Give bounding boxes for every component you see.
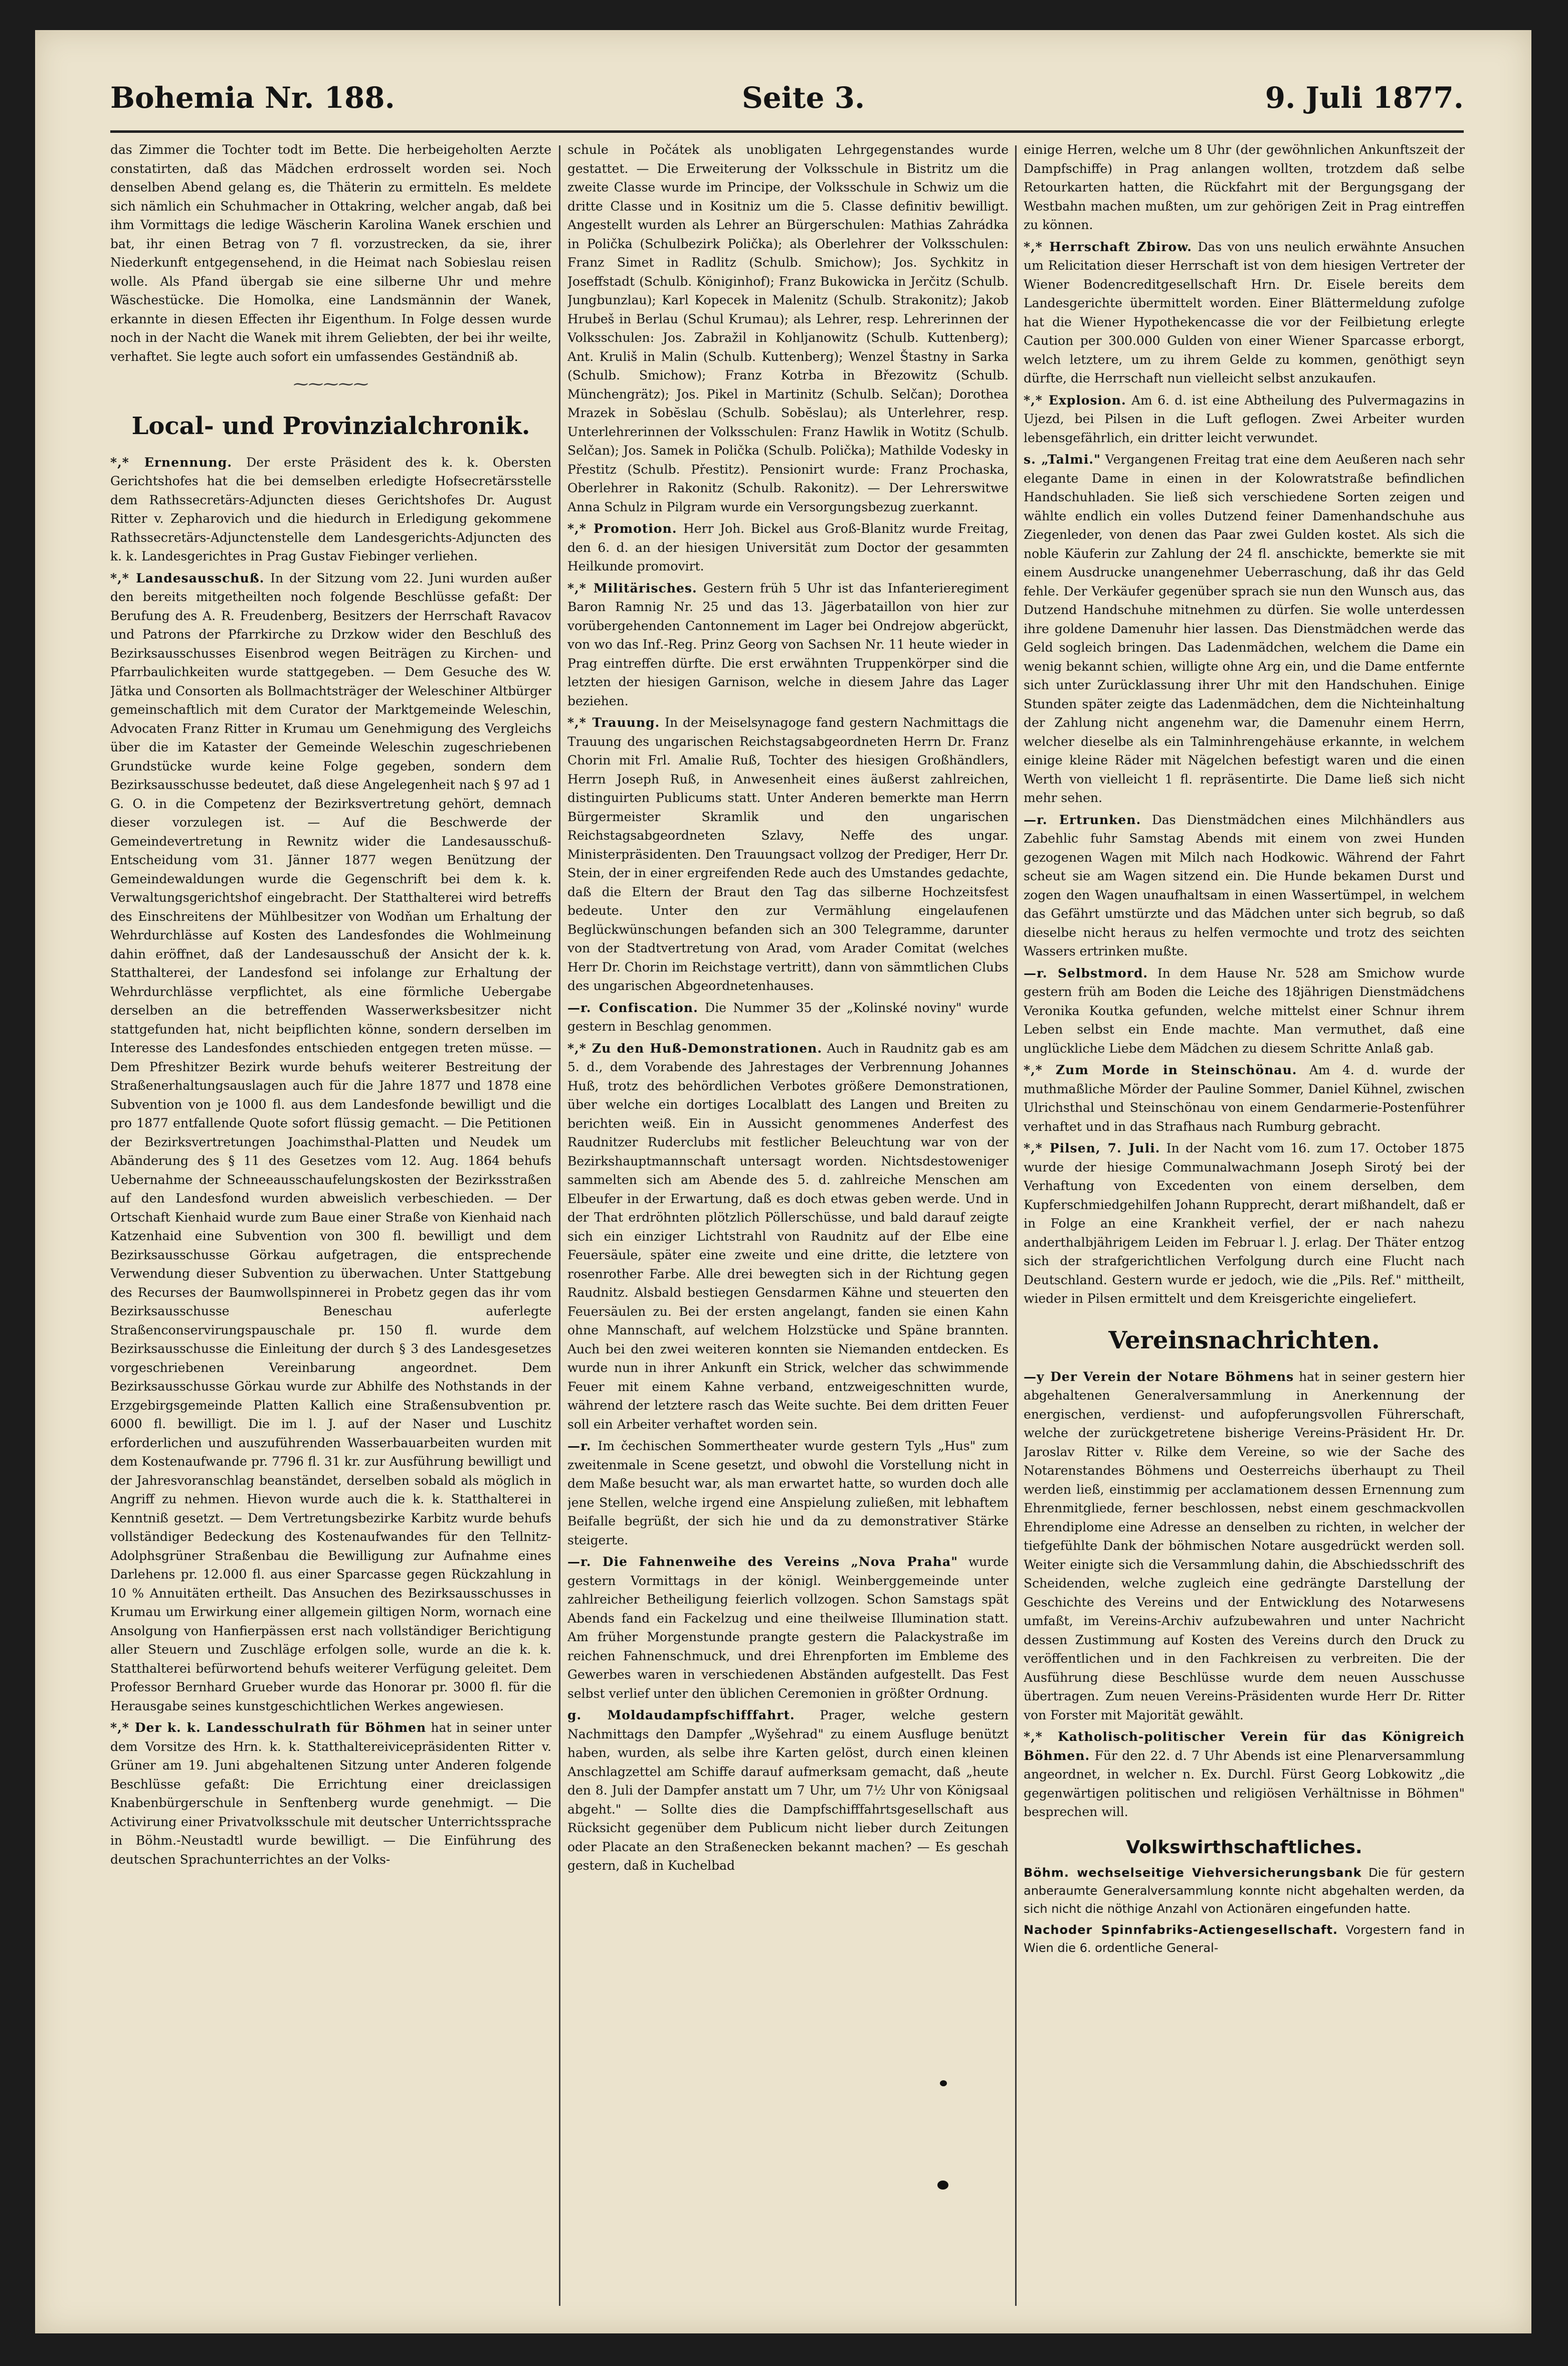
article-body: Die Nummer 35 der „Kolinské noviny" wurde gestern in Beschlag genommen. <box>567 1000 1009 1034</box>
newspaper-page <box>35 30 1531 2333</box>
article-body: Am 4. d. wurde der muthmaßliche Mörder der Pauline Sommer, Daniel Kühnel, zwischen Ulrichsthal und Steinschönau von einem Gendarmerie-Postenführer verhaftet und in das Strafhaus nach Rumburg gebracht. <box>1024 1063 1465 1134</box>
article <box>567 519 1009 576</box>
article-body: In der Meiselsynagoge fand gestern Nachmittags die Trauung des ungarischen Reichstagsabgeordneten Herrn Dr. Franz Chorin mit Frl. Amalie Ruß, Tochter des hiesigen Großhändlers, Herrn Joseph Ruß, in Anwesenheit eines äußerst zahlreichen, distinguirten Publicums statt. Unter Anderen bemerkte man Herrn Bürgermeister Skramlik und den ungarischen Reichstagsabgeordneten Szlavy, Neffe des ungar. Ministerpräsidenten. Den Trauungsact vollzog der Prediger, Herr Dr. Stein, der in einer ergreifenden Rede auch des Umstandes gedachte, daß die Eltern der Braut den Tag das silberne Hochzeitsfest bedeute. Unter den zur Vermählung eingelaufenen Beglückwünschungen befanden sich an 300 Telegramme, darunter von der Stadtvertretung von Arad, vom Arader Comitat (welches Herr Dr. Chorin im Reichstage vertritt), dann von sämmtlichen Clubs des ungarischen Abgeordnetenhauses. <box>567 715 1009 993</box>
article <box>1024 1061 1465 1136</box>
article <box>1024 1864 1465 1918</box>
article-body: hat in seiner unter dem Vorsitze des Hrn. k. k. Statthaltereivicepräsidenten Ritter v. Grüner am 19. Juni abgehaltenen Sitzung unter Anderen folgende Beschlüsse gefaßt: Die Errichtung einer dreiclassigen Knabenbürgerschule in Senftenberg wurde genehmigt. — Die Activirung einer Privatvolksschule mit deutscher Unterrichtssprache in Böhm.-Neustadtl wurde bewilligt. — Die Einführung des deutschen Sprachunterrichtes an der Volks- <box>110 1720 551 1867</box>
article-body: In der Nacht vom 16. zum 17. October 1875 wurde der hiesige Communalwachmann Joseph Sirotý bei der Verhaftung von Excedenten von einem derselben, dem Kupferschmiedgehilfen Johann Rupprecht, derart mißhandelt, daß er in Folge an eine Krankheit verfiel, der er nach nahezu anderthalbjährigem Leiden im Februar l. J. erlag. Der Thäter entzog sich der strafgerichtlichen Verfolgung durch eine Flucht nach Deutschland. Gestern wurde er jedoch, wie die „Pils. Ref." mittheilt, wieder in Pilsen ermittelt und dem Kreisgerichte eingeliefert. <box>1024 1141 1465 1306</box>
article-heading: *,* Landesausschuß. <box>110 570 265 585</box>
article-heading: g. Moldaudampfschifffahrt. <box>567 1708 795 1722</box>
article-heading: —r. Selbstmord. <box>1024 965 1148 980</box>
article-heading: *,* Der k. k. Landesschulrath für Böhmen <box>110 1720 427 1735</box>
article-continuation: einige Herren, welche um 8 Uhr (der gewöhnlichen Ankunftszeit der Dampfschiffe) in Prag anlangen wollten, trotzdem daß selbe Retourkarten hatten, die Rückfahrt mit der Bergungsgang der Westbahn machen mußten, um zur gehörigen Zeit in Prag eintreffen zu können. <box>1024 142 1465 232</box>
column-divider <box>559 145 560 2306</box>
section-title: Vereinsnachrichten. <box>1108 1326 1380 1354</box>
article <box>1024 1139 1465 1308</box>
article-heading: *,* Ernennung. <box>110 455 233 470</box>
article-heading: —r. <box>567 1439 592 1453</box>
article-body: Vergangenen Freitag trat eine dem Aeußeren nach sehr elegante Dame in einen in der Kolowratstraße befindlichen Handschuhladen. Sie ließ sich verschiedene Sorten zeigen und wählte endlich ein volles Dutzend feiner Damenhandschuhe aus Ziegenleder, von denen das Paar zwei Gulden kostet. Als sich die noble Käuferin zur Zahlung der 24 fl. anschickte, bemerkte sie mit einem Ausdrucke unangenehmer Ueberraschung, daß ihr das Geld fehle. Der Verkäufer gegenüber sprach sie nun den Wunsch aus, das Dutzend Handschuhe mitnehmen zu dürfen. Sie wolle unterdessen ihre goldene Damenuhr hier lassen. Das Dienstmädchen werde das Geld sogleich bringen. Das Ladenmädchen, welchem die Dame ein wenig bekannt schien, willigte ohne Arg ein, und die Dame entfernte sich unter Zurücklassung ihrer Uhr mit den Handschuhen. Einige Stunden später zeigte das Ladenmädchen, dem die Nichteinhaltung der Zahlung nicht angenehm war, die Damenuhr einem Herrn, welcher dieselbe als ein Talminhrengehäuse erkannte, in welchem einige kleine Räder mit Nägelchen befestigt waren und die einen Werth von vielleicht 1 fl. repräsentirte. Die Dame ließ sich nicht mehr sehen. <box>1024 452 1465 805</box>
article <box>567 1437 1009 1549</box>
article <box>567 999 1009 1036</box>
article-heading: *,* Trauung. <box>567 715 660 730</box>
article <box>567 1552 1009 1703</box>
column-divider <box>1015 145 1017 2306</box>
article-body: Im čechischen Sommertheater wurde gestern Tyls „Hus" zum zweitenmale in Scene gesetzt, und obwohl die Vorstellung nicht in dem Maße besucht war, als man erwartet hatte, so wurden doch alle jene Stellen, welche irgend eine Anspielung zuließen, mit lebhaftem Beifalle begrüßt, der sich hie und da zu demonstrativer Stärke steigerte. <box>567 1439 1009 1547</box>
column-2 <box>567 140 1009 2311</box>
article <box>110 453 551 566</box>
article <box>1024 964 1465 1058</box>
article-body: Für den 22. d. 7 Uhr Abends ist eine Plenarversammlung angeordnet, in welcher n. Ex. Durchl. Fürst Georg Lobkowitz „die gegenwärtigen politischen und religiösen Verhältnisse in Böhmen" besprechen will. <box>1024 1748 1465 1819</box>
article-heading: —y Der Verein der Notare Böhmens <box>1024 1369 1294 1384</box>
article-body: Gestern früh 5 Uhr ist das Infanterieregiment Baron Ramnig Nr. 25 und das 13. Jägerbataillon von hier zur vorübergehenden Cantonnement im Lager bei Ondrejow abgerückt, von wo das Inf.-Reg. Prinz Georg von Sachsen Nr. 11 heute wieder in Prag eintreffen dürfte. Die erst erwähnten Truppenkörper sind die letzten der hiesigen Garnison, welche in diesem Jahre das Lager beziehen. <box>567 580 1009 708</box>
article <box>1024 1367 1465 1725</box>
article <box>567 579 1009 711</box>
issue-date: 9. Juli 1877. <box>1265 81 1464 115</box>
article-body: Vorgestern fand in Wien die 6. ordentliche General- <box>1024 1922 1465 1955</box>
article-heading: *,* Explosion. <box>1024 392 1126 408</box>
ink-speck <box>940 2080 947 2086</box>
article-body: In dem Hause Nr. 528 am Smichow wurde gestern früh am Boden die Leiche des 18jährigen Dienstmädchens Veronika Koutka gefunden, welche mittelst einer Schnur ihrem Leben selbst ein Ende machte. Man vermuthet, daß eine unglückliche Liebe dem Mädchen zu diesem Schritte Anlaß gab. <box>1024 965 1465 1056</box>
article-heading: *,* Zum Morde in Steinschönau. <box>1024 1063 1297 1077</box>
article-body: Prager, welche gestern Nachmittags den Dampfer „Wyšehrad" zu einem Ausfluge benützt haben, wurden, als selbe ihre Karten gelöst, durch einen kleinen Anschlagzettel am Schiffe darauf aufmerksam gemacht, daß „heute den 8. Juli der Dampfer anstatt um 7 Uhr, um 7½ Uhr von Königsaal abgeht." — Sollte dies die Dampfschifffahrtsgesellschaft aus Rücksicht gegenüber dem Publicum nicht lieber durch Zeitungen oder Placate an den Straßenecken bekannt machen? — Es geschah gestern, daß in Kuchelbad <box>567 1708 1009 1873</box>
page-number: Seite 3. <box>742 81 865 115</box>
column-3 <box>1024 140 1465 2311</box>
article-heading: *,* Katholisch-politischer Verein für das Königreich Böhmen. <box>1024 1729 1465 1763</box>
separator-ornament: ⁓⁓⁓⁓⁓ <box>293 375 368 393</box>
article-body: Auch in Raudnitz gab es am 5. d., dem Vorabende des Jahrestages der Verbrennung Johannes Huß, trotz des behördlichen Verbotes größere Demonstrationen, über welche ein dortiges Localblatt des Langen und Breiten zu berichten weiß. Ein in Aussicht genommenes Anderfest des Raudnitzer Ruderclubs mit festlicher Beleuchtung war von der Bezirkshauptmannschaft untersagt worden. Nichtsdestoweniger sammelten sich am Abende des 5. d. zahlreiche Menschen am Elbeufer in der Erwartung, daß es doch etwas geben werde. Und in der That erdröhnten plötzlich Pöllerschüsse, und bald darauf zeigte sich ein einziger Lichtstrahl von Raudnitz auf der Elbe eine Feuersäule, später eine zweite und eine dritte, die letztere von rosenrother Farbe. Alle drei bewegten sich in der Richtung gegen Raudnitz. Alsbald bestiegen Gensdarmen Kähne und steuerten den Feuersäulen zu. Bei der ersten angelangt, fanden sie einen Kahn ohne Mannschaft, auf welchem Holzstücke und Späne brannten. Auch bei den zwei weiteren konnten sie Niemanden entdecken. Es wurde nun in ihrer Ankunft ein Strick, welcher das schwimmende Feuer mit einem Kahne verband, entzweigeschnitten wurde, während der letztere rasch das Weite suchte. Bei dem dritten Feuer soll ein Arbeiter verhaftet worden sein. <box>567 1041 1009 1432</box>
column-1 <box>110 140 551 2311</box>
article <box>1024 450 1465 808</box>
article-body: Die für gestern anberaumte Generalversammlung konnte nicht abgehalten werden, da sich nicht die nöthige Anzahl von Actionären eingefunden hatte. <box>1024 1865 1465 1916</box>
article-heading: *,* Pilsen, 7. Juli. <box>1024 1141 1160 1155</box>
article-heading: Nachoder Spinnfabriks-Actiengesellschaft. <box>1024 1922 1338 1937</box>
article <box>1024 1727 1465 1822</box>
article <box>567 1706 1009 1875</box>
article-heading: —r. Confiscation. <box>567 1000 698 1015</box>
article-heading: s. „Talmi." <box>1024 452 1101 467</box>
section-title-economy: Volkswirthschaftliches. <box>1126 1837 1362 1858</box>
article <box>1024 391 1465 448</box>
issue-number: Bohemia Nr. 188. <box>110 81 395 115</box>
masthead <box>110 75 1464 120</box>
ink-speck <box>937 2181 948 2190</box>
article-body: Herr Joh. Bickel aus Groß-Blanitz wurde Freitag, den 6. d. an der hiesigen Universität zum Doctor der gesammten Heilkunde promovirt. <box>567 521 1009 573</box>
article-heading: *,* Militärisches. <box>567 580 697 596</box>
header-rule <box>110 130 1464 133</box>
article <box>110 569 551 1716</box>
article <box>567 1039 1009 1434</box>
article-body: Das von uns neulich erwähnte Ansuchen um Relicitation dieser Herrschaft ist von dem hiesigen Vertreter der Wiener Bodencreditgesellschaft Hrn. Dr. Eisele bereits dem Landesgerichte übermittelt worden. Einer Blättermeldung zufolge hat die Wiener Hypothekencasse die vor der Feilbietung erlegte Caution per 300.000 Gulden von einer Wiener Sparcasse erborgt, welch letztere, um zu ihrem Gelde zu kommen, genöthigt seyn dürfte, die Herrschaft nun vielleicht selbst anzukaufen. <box>1024 239 1465 385</box>
article-body: Der erste Präsident des k. k. Obersten Gerichtshofes hat die bei demselben erledigte Hofsecretärsstelle dem Rathssecretärs-Adjuncten dieses Gerichtshofes Dr. August Ritter v. Zepharovich und die hiedurch in Erledigung gekommene Rathssecretärs-Adjunctenstelle dem Landesgerichts-Adjuncten des k. k. Landesgerichtes in Prag Gustav Fiebinger verliehen. <box>110 455 551 563</box>
article-heading: *,* Promotion. <box>567 521 677 536</box>
article-continuation: das Zimmer die Tochter todt im Bette. Die herbeigeholten Aerzte constatirten, daß das Mädchen erdrosselt worden sei. Noch denselben Abend gelang es, die Thäterin zu ermitteln. Es meldete sich nämlich ein Schuhmacher in Ottakring, welcher angab, daß bei ihm Vormittags die ledige Wäscherin Karolina Wanek erschien und bat, ihr einen Betrag von 7 fl. vorzustrecken, da sie, ihrer Niederkunft entgegensehend, in die Heimat nach Sobieslau reisen wolle. Als Pfand übergab sie eine silberne Uhr und mehre Wäschestücke. Die Homolka, eine Landsmännin der Wanek, erkannte in diesen Effecten ihr Eigenthum. In Folge dessen wurde noch in der Nacht die Wanek mit ihrem Geliebten, der bei ihr weilte, verhaftet. Sie legte auch sofort ein umfassendes Geständniß ab. <box>110 142 551 364</box>
article-heading: Böhm. wechselseitige Viehversicherungsbank <box>1024 1865 1362 1880</box>
article <box>1024 238 1465 388</box>
article-body: wurde gestern Vormittags in der königl. Weinberggemeinde unter zahlreicher Betheiligung feierlich vollzogen. Schon Samstags spät Abends fand ein Fackelzug und eine theilweise Illumination statt. Am früher Morgenstunde prangte gestern die Palackystraße im reichen Fahnenschmuck, und drei Ehrenpforten im Embleme des Gewerbes waren in verschiedenen Abständen aufgestellt. Das Fest selbst verlief unter den üblichen Ceremonien in größter Ordnung. <box>567 1554 1009 1701</box>
article <box>110 1718 551 1869</box>
section-title: Local- und Provinzialchronik. <box>131 412 530 440</box>
article <box>567 713 1009 996</box>
article-body: In der Sitzung vom 22. Juni wurden außer den bereits mitgetheilten noch folgende Beschlüsse gefaßt: Der Berufung des A. R. Freudenberg, Besitzers der Herrschaft Ravacov und Patrons der Pfarrkirche zu Drzkow wider den Beschluß des Bezirksausschusses Eisenbrod wegen Beiträgen zu Kirchen- und Pfarrbaulichkeiten wurde stattgegeben. — Dem Gesuche des W. Jätka und Consorten als Bollmachtsträger der Weleschiner Altbürger gemeinschaftlich mit dem Curator der Marktgemeinde Weleschin, Advocaten Franz Ritter in Krumau um Genehmigung des Vergleichs über die im Kataster der Gemeinde Weleschin zugeschriebenen Grundstücke wurde keine Folge gegeben, sondern dem Bezirksausschusse bedeutet, daß diese Angelegenheit nach § 97 ad 1 G. O. in die Competenz der Bezirksvertretung gehört, demnach dieser vorzulegen ist. — Auf die Beschwerde der Gemeindevertretung in Rewnitz wider die Landesausschuß-Entscheidung vom 31. Jänner 1877 wegen Benützung der Gemeindewaldungen wurde die Gegenschrift bei dem k. k. Verwaltungsgerichtshof eingebracht. Der Statthalterei wird betreffs des Einschreitens der Mühlbesitzer von Wodňan um Erhaltung der Wehrdurchlässe auf Kosten des Landesfondes die Wohlmeinung dahin eröffnet, daß der Landesausschuß der Ansicht der k. k. Statthalterei, der Landesfond sei infolange zur Erhaltung der Wehrdurchlässe verpflichtet, als eine förmliche Uebergabe derselben an die betreffenden Wasserwerksbesitzer nicht stattgefunden hat, nicht beipflichten könne, sondern derselben im Interesse des Landesfondes entschieden entgegen treten müsse. — Dem Pfreshitzer Bezirk wurde behufs weiterer Bestreitung der Straßenerhaltungsauslagen auch für die Jahre 1877 und 1878 eine Subvention von je 1000 fl. aus dem Landesfonde bewilligt und die pro 1877 entfallende Quote sofort flüssig gemacht. — Die Petitionen der Bezirksvertretungen Joachimsthal-Platten und Neudek um Abänderung des § 11 des Gesetzes vom 12. Aug. 1864 behufs Uebernahme der Schneeausschaufelungskosten der Bezirksstraßen auf den Landesfond wurden abweislich verbeschieden. — Der Ortschaft Kienhaid wurde zum Baue einer Straße von Kienhaid nach Katzenhaid eine Subvention von 300 fl. bewilligt und dem Bezirksausschusse Görkau aufgetragen, die entsprechende Verwendung dieser Subvention zu überwachen. Unter Stattgebung des Recurses der Baumwollspinnerei in Probetz gegen das ihr vom Bezirksausschusse Beneschau auferlegte Straßenconservirungspauschale pr. 150 fl. wurde dem Bezirksausschusse die Einleitung der durch § 3 des Landesgesetzes vorgeschriebenen Vereinbarung angeordnet. Dem Bezirksausschusse Görkau wurde zur Abhilfe des Nothstands in der Erzgebirgsgemeinde Platten Kallich eine Straßensubvention pr. 6000 fl. bewilligt. Die im l. J. auf der Naser und Luschitz erforderlichen und auszuführenden Wasserbauarbeiten wurden mit dem Kostenaufwande pr. 7796 fl. 31 kr. zur Ausführung bewilligt und der Jahresvoranschlag beanständet, derselben sobald als möglich in Angriff zu nehmen. Hievon wurde auch die k. k. Statthalterei in Kenntniß gesetzt. — Dem Vertretungsbezirke Karbitz wurde behufs vollständiger Bedeckung des Kostenaufwandes für den Tellnitz-Adolphsgrüner Straßenbau die Bewilligung zur Aufnahme eines Darlehens pr. 12.000 fl. aus einer Sparcasse gegen Rückzahlung in 10 % Annuitäten ertheilt. Das Ansuchen des Bezirksausschusses in Krumau um Erwirkung einer allgemein giltigen Norm, wornach eine Ansolgung von Hanfierpässen erst nach vollständiger Berichtigung aller Steuern und Zuschläge erfolgen solle, wurde an die k. k. Statthalterei befürwortend behufs weiterer Verfügung geleitet. Dem Professor Bernhard Grueber wurde das Honorar pr. 3000 fl. für die Herausgabe seines kunstgeschichtlichen Werkes angewiesen. <box>110 570 551 1713</box>
article-heading: —r. Die Fahnenweihe des Vereins „Nova Praha" <box>567 1554 958 1569</box>
article-heading: *,* Zu den Huß-Demonstrationen. <box>567 1041 823 1056</box>
article-heading: —r. Ertrunken. <box>1024 812 1141 827</box>
article <box>1024 811 1465 961</box>
article-body: Am 6. d. ist eine Abtheilung des Pulvermagazins in Ujezd, bei Pilsen in die Luft geflogen. Zwei Arbeiter wurden lebensgefährlich, ein dritter leicht verwundet. <box>1024 392 1465 445</box>
article-body: Das Dienstmädchen eines Milchhändlers aus Zabehlic fuhr Samstag Abends mit einem von zwei Hunden gezogenen Wagen mit Milch nach Hodkowic. Während der Fahrt scheut sie am Wagen sitzend ein. Die Hunde bekamen Durst und zogen den Wagen unaufhaltsam in einen Wassertümpel, in welchem das Gefährt umstürzte und das Mädchen unter sich begrub, so daß dieselbe nicht heraus zu helfen vermochte und trotz des seichten Wassers ertrinken mußte. <box>1024 812 1465 958</box>
article-body: hat in seiner gestern hier abgehaltenen Generalversammlung in Anerkennung der energischen, verdienst- und aufopferungsvollen Führerschaft, welche der zurückgetretene bisherige Vereins-Präsident Hr. Dr. Jaroslav Ritter v. Rilke dem Vereine, so wie der Sache des Notarenstandes Böhmens und Oesterreichs überhaupt zu Theil werden ließ, einstimmig per acclamationem dessen Ernennung zum Ehrenmitgliede, ferner beschlossen, nebst einem geschmackvollen Ehrendiplome eine Adresse an denselben zu richten, in welcher der tiefgefühlte Dank der böhmischen Notare ausgedrückt werden soll. Weiter einigte sich die Versammlung dahin, die Abschiedsschrift des Scheidenden, welche zugleich eine gedrängte Darstellung der Geschichte des Vereins und der Entwicklung des Notarwesens umfaßt, im Vereins-Archiv aufzubewahren und unter Nachricht dessen Zustimmung auf Kosten des Vereins durch den Druck zu veröffentlichen und in den Fachkreisen zu verbreiten. Die der Ausführung diese Beschlüsse wurde dem neuen Ausschusse übertragen. Zum neuen Vereins-Präsidenten wurde Herr Dr. Ritter von Forster mit Majorität gewählt. <box>1024 1369 1465 1722</box>
article <box>1024 1921 1465 1957</box>
article-heading: *,* Herrschaft Zbirow. <box>1024 239 1192 254</box>
article-continuation: schule in Počátek als unobligaten Lehrgegenstandes wurde gestattet. — Die Erweiterung der Volksschule in Bistritz um die zweite Classe wurde im Principe, der Volksschule in Schwiz um die dritte Classe und in Kositniz um die 5. Classe definitiv bewilligt. Angestellt wurden als Lehrer an Bürgerschulen: Mathias Zahrádka in Polička (Schulbezirk Polička); als Oberlehrer der Volksschulen: Franz Simet in Radlitz (Schulb. Smichow); Jos. Sychkitz in Joseffstadt (Schulb. Königinhof); Franz Bukowicka in Jerčitz (Schulb. Jungbunzlau); Karl Kopecek in Malenitz (Schulb. Strakonitz); Jakob Hrubeš in Berlau (Schul Krumau); als Lehrer, resp. Lehrerinnen der Volksschulen: Jos. Zabražil in Kohljanowitz (Schulb. Kuttenberg); Ant. Kruliš in Malin (Schulb. Kuttenberg); Wenzel Štastny in Sarka (Schulb. Smichow); Franz Kotrba in Březowitz (Schulb. Münchengrätz); Jos. Pikel in Martinitz (Schulb. Selčan); Dorothea Mrazek in Sobĕslau (Schulb. Sobĕslau); als Unterlehrer, resp. Unterlehrerinnen der Volksschulen: Franz Hawlik in Wotitz (Schulb. Selčan); Jos. Samek in Polička (Schulb. Polička); Mathilde Vodesky in Přestitz (Schulb. Přestitz). Pensionirt wurde: Franz Prochaska, Oberlehrer in Rakonitz (Schulb. Rakonitz). — Der Lehrerswitwe Anna Schulz in Pilgram wurde ein Versorgungsbezug zuerkannt. <box>567 142 1009 514</box>
